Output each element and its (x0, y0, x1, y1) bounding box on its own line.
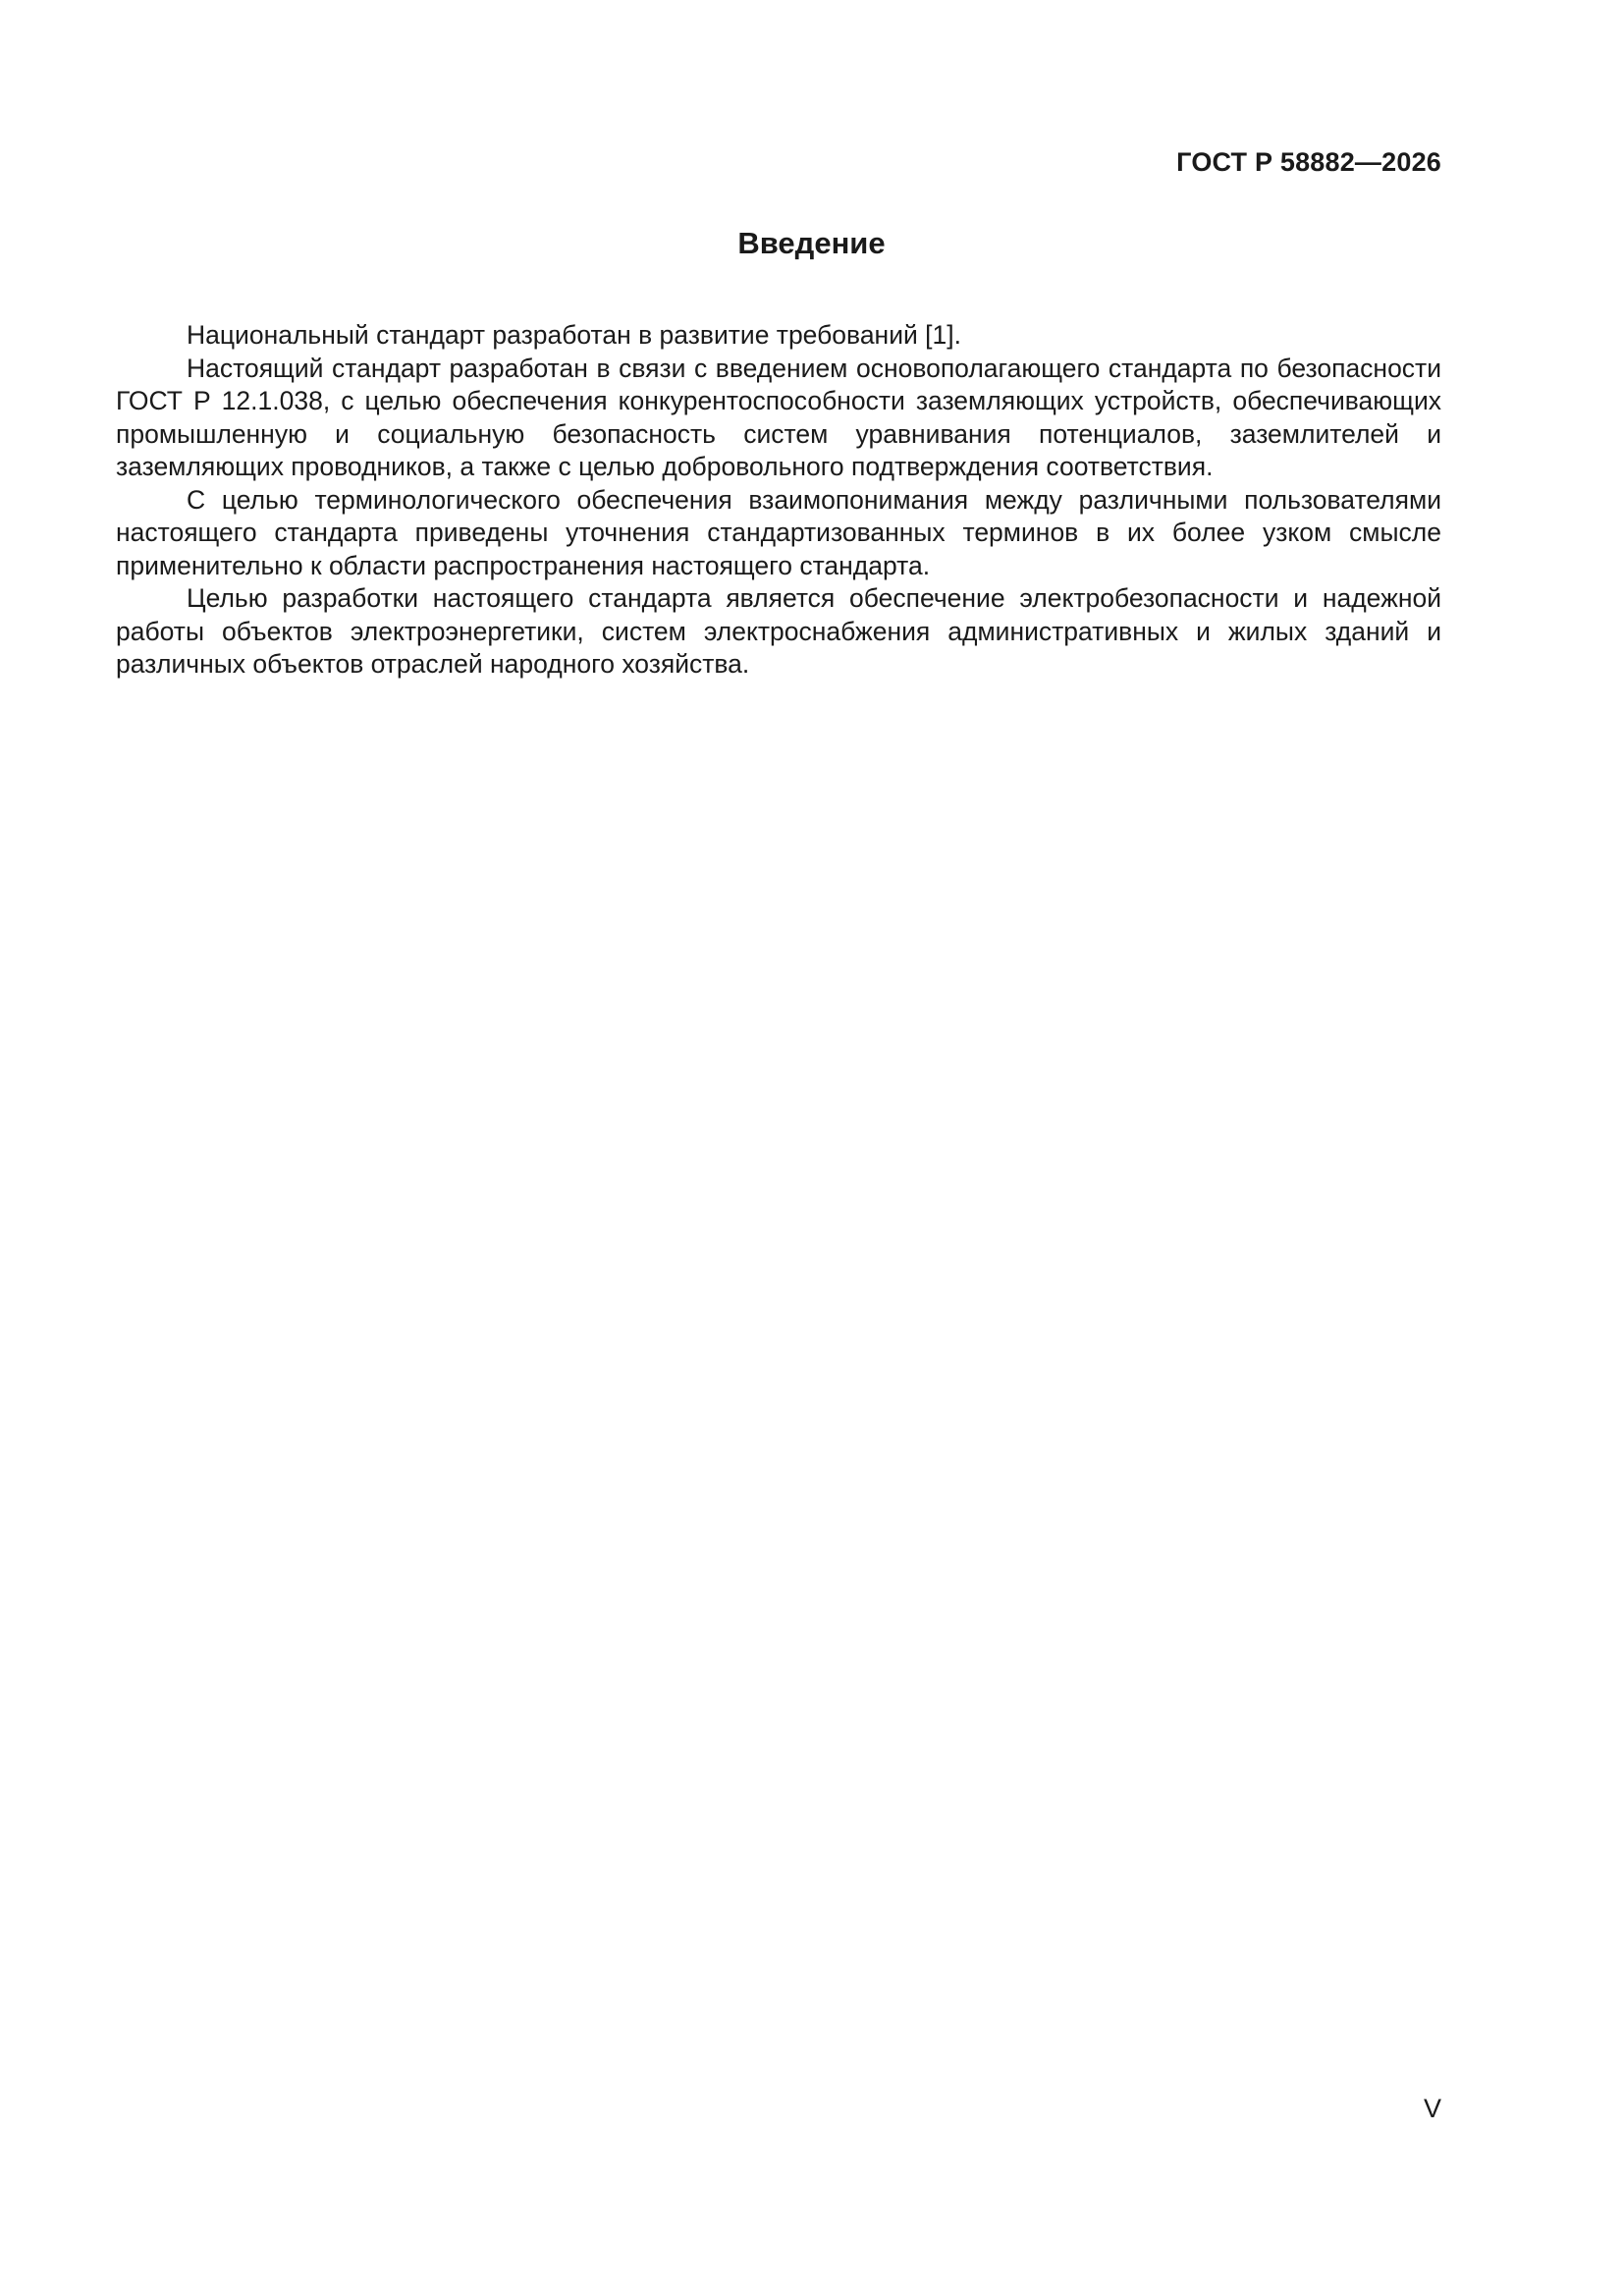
section-title: Введение (737, 226, 886, 260)
page-number: V (1423, 2094, 1441, 2123)
paragraph: Целью разработки настоящего стандарта является обеспечение электробезопасности и надежной работы объектов электроэнергетики, систем электроснабжения административных и жилых зданий и различных объектов отраслей народного хозяйства. (116, 583, 1441, 679)
document-number: ГОСТ Р 58882—2026 (1176, 147, 1441, 177)
body-text (116, 319, 1441, 682)
paragraph: Национальный стандарт разработан в развитие требований [1]. (187, 320, 961, 350)
paragraph: Настоящий стандарт разработан в связи с введением основополагающего стандарта по безопасности ГОСТ Р 12.1.038, с целью обеспечения конкурентоспособности заземляющих устройств, обеспечивающих промышленную и социальную безопасность систем уравнивания потенциалов, заземлителей и заземляющих проводников, а также с целью добровольного подтверждения соответствия. (116, 353, 1441, 481)
paragraph: С целью терминологического обеспечения взаимопонимания между различными пользователями настоящего стандарта приведены уточнения стандартизованных терминов в их более узком смысле применительно к области распространения настоящего стандарта. (116, 484, 1441, 580)
